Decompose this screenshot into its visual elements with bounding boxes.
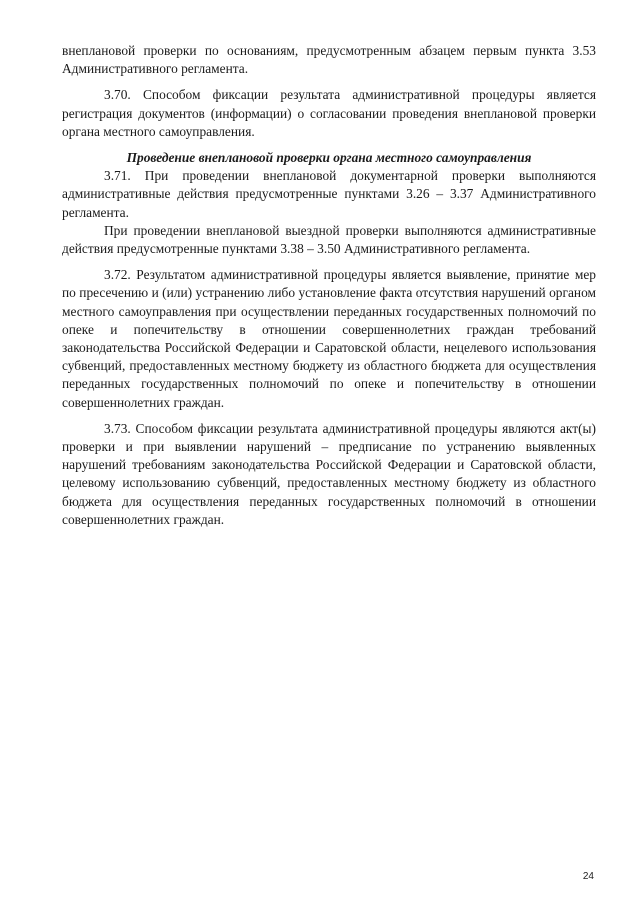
paragraph-3-72: 3.72. Результатом административной процедуры является выявление, принятие мер по пресечению и (или) устранению либо установление факта отсутствия нарушений органом местного самоуправления при осуществлении переданных государственных полномочий по опеке и попечительству в отношении совершеннолетних граждан требований законодательства Российской Федерации и Саратовской области, нецелевого использования субвенций, предоставленных местному бюджету из областного бюджета для осуществления переданных государственных полномочий по опеке и попечительству в отношении совершеннолетних граждан. xyxy=(62,267,596,410)
paragraph-continuation: внеплановой проверки по основаниям, предусмотренным абзацем первым пункта 3.53 Административного регламента. xyxy=(62,43,596,77)
paragraph-3-71: 3.71. При проведении внеплановой документарной проверки выполняются административные действия предусмотренные пунктами 3.26 – 3.37 Административного регламента. xyxy=(62,168,596,220)
paragraph-3-70: 3.70. Способом фиксации результата административной процедуры является регистрация документов (информации) о согласовании проведения внеплановой проверки органа местного самоуправления. xyxy=(62,87,596,139)
section-heading: Проведение внеплановой проверки органа местного самоуправления xyxy=(126,150,532,166)
page-number: 24 xyxy=(582,871,594,882)
document-page xyxy=(62,42,596,529)
paragraph-3-71-field-visit: При проведении внеплановой выездной проверки выполняются административные действия предусмотренные пунктами 3.38 – 3.50 Административного регламента. xyxy=(62,222,596,257)
paragraph-3-73: 3.73. Способом фиксации результата административной процедуры являются акт(ы) проверки и при выявлении нарушений – предписание по устранению выявленных нарушений требованиям законодательства Российской Федерации и Саратовской области, целевому использованию субвенций, предоставленных местному бюджету из областного бюджета для осуществления переданных государственных полномочий в отношении совершеннолетних граждан. xyxy=(62,420,596,527)
